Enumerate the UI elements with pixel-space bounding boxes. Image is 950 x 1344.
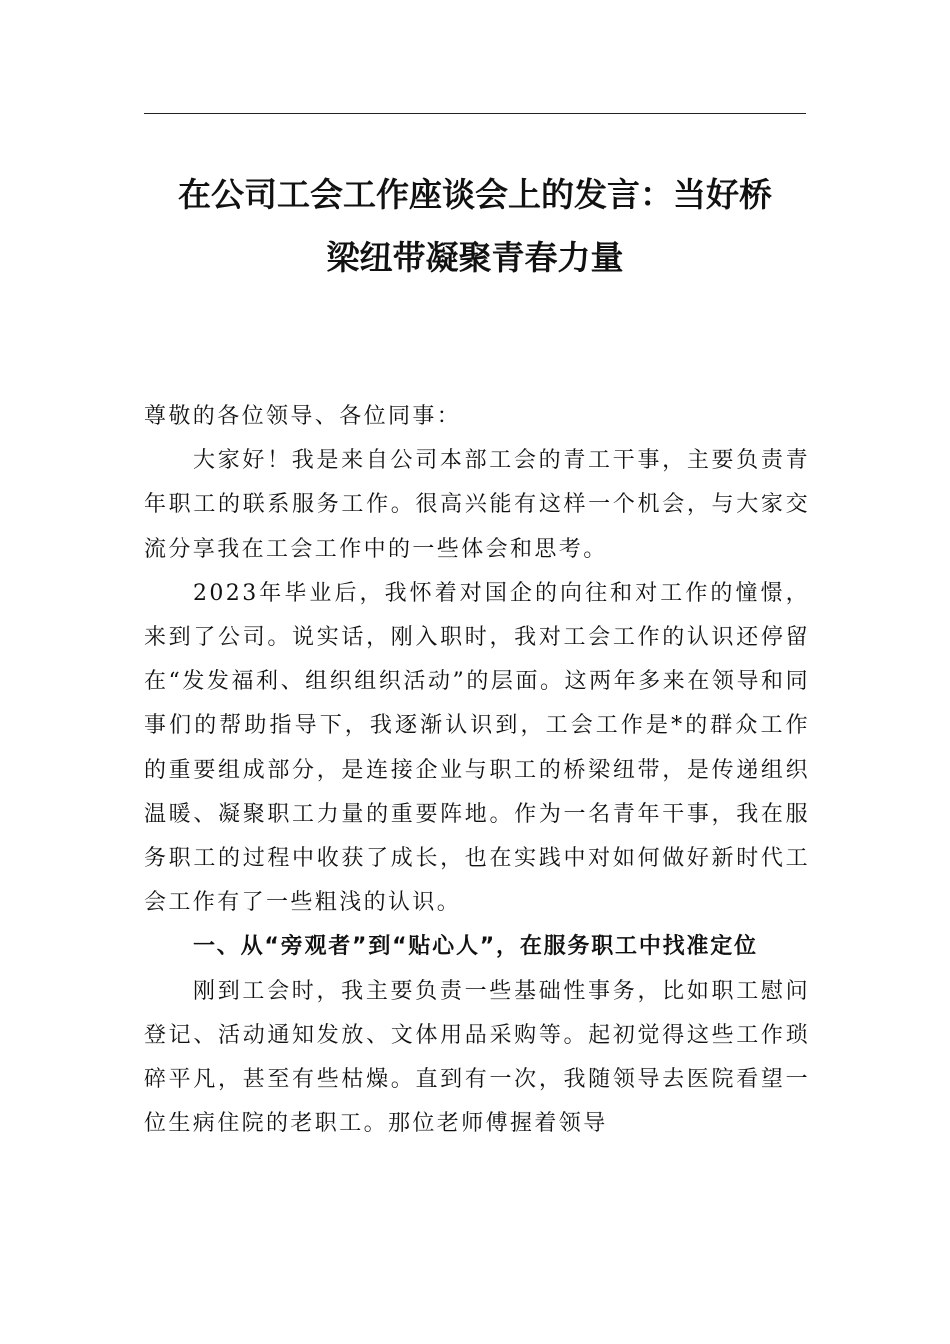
document-title xyxy=(144,163,806,289)
paragraph-greeting: 大家好！我是来自公司本部工会的青工干事，主要负责青年职工的联系服务工作。很高兴能有这样一个机会，与大家交流分享我在工会工作中的一些体会和思考。 xyxy=(144,448,810,562)
document-body xyxy=(144,395,810,1146)
section-heading-1: 一、从“旁观者”到“贴心人”，在服务职工中找准定位 xyxy=(193,934,758,960)
salutation: 尊敬的各位领导、各位同事： xyxy=(144,404,462,429)
title-line-2: 梁纽带凝聚青春力量 xyxy=(326,238,624,277)
paragraph-background: 2023年毕业后，我怀着对国企的向往和对工作的憧憬，来到了公司。说实话，刚入职时，我对工会工作的认识还停留在“发发福利、组织组织活动”的层面。这两年多来在领导和同事们的帮助指导下，我逐渐认识到，工会工作是*的群众工作的重要组成部分，是连接企业与职工的桥梁纽带，是传递组织温暖、凝聚职工力量的重要阵地。作为一名青年干事，我在服务职工的过程中收获了成长，也在实践中对如何做好新时代工会工作有了一些粗浅的认识。 xyxy=(144,580,810,916)
paragraph-section-1: 刚到工会时，我主要负责一些基础性事务，比如职工慰问登记、活动通知发放、文体用品采购等。起初觉得这些工作琐碎平凡，甚至有些枯燥。直到有一次，我随领导去医院看望一位生病住院的老职工。那位老师傅握着领导 xyxy=(144,978,810,1137)
title-line-1: 在公司工会工作座谈会上的发言：当好桥 xyxy=(178,175,772,214)
header-rule xyxy=(144,113,806,114)
